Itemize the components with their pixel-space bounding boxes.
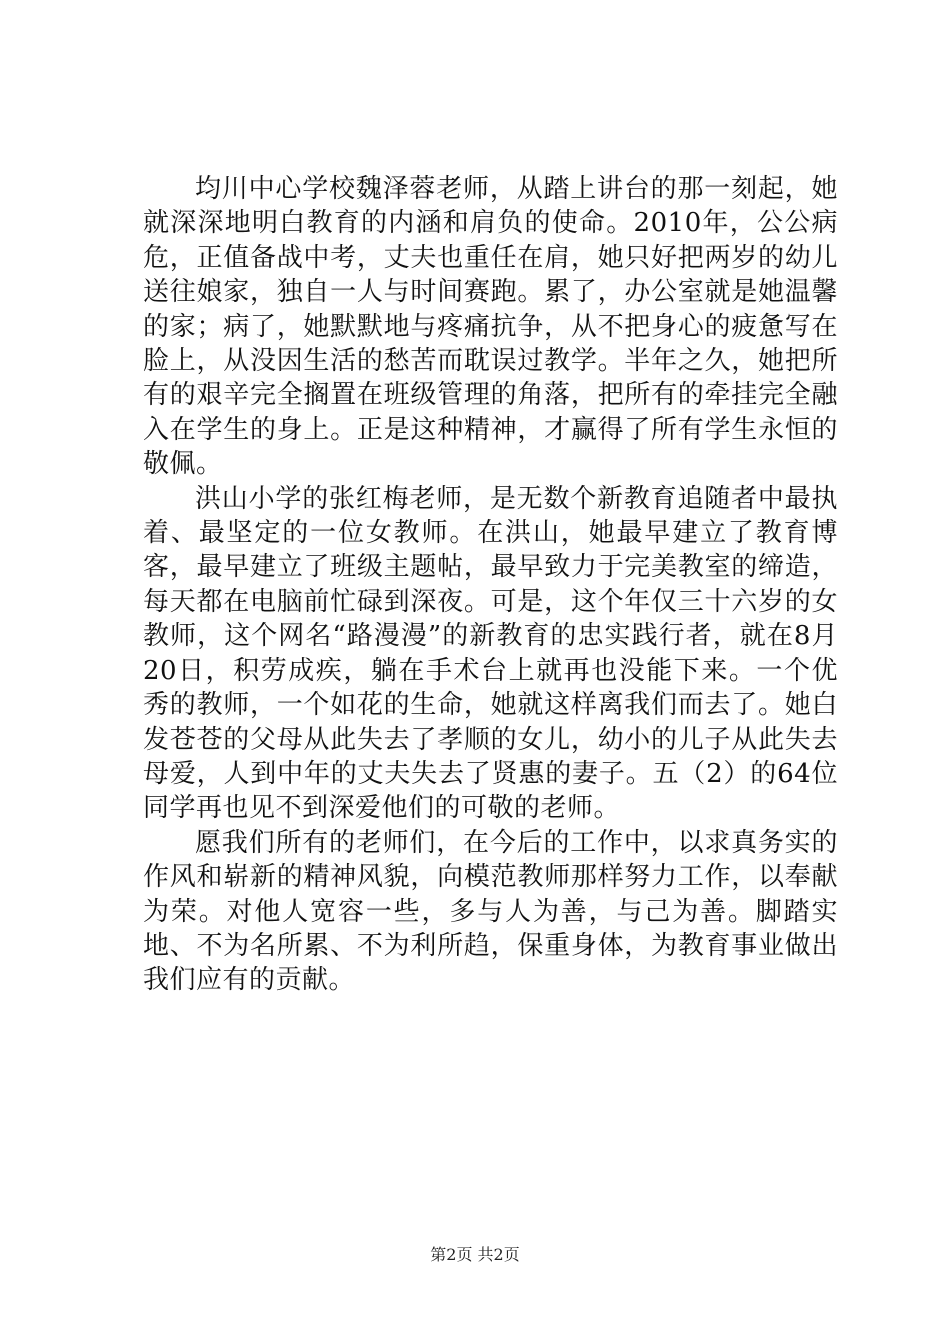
document-body xyxy=(143,172,838,998)
paragraph-zhang-hongmei: 洪山小学的张红梅老师，是无数个新教育追随者中最执着、最坚定的一位女教师。在洪山，她最早建立了教育博客，最早建立了班级主题帖，最早致力于完美教室的缔造，每天都在电脑前忙碌到深夜。可是，这个年仅三十六岁的女教师，这个网名“路漫漫”的新教育的忠实践行者，就在8月20日，积劳成疾，躺在手术台上就再也没能下来。一个优秀的教师，一个如花的生命，她就这样离我们而去了。她白发苍苍的父母从此失去了孝顺的女儿，幼小的儿子从此失去母爱，人到中年的丈夫失去了贤惠的妻子。五（2）的64位同学再也见不到深爱他们的可敬的老师。 xyxy=(143,483,838,824)
paragraph-closing-wish: 愿我们所有的老师们，在今后的工作中，以求真务实的作风和崭新的精神风貌，向模范教师那样努力工作，以奉献为荣。对他人宽容一些，多与人为善，与己为善。脚踏实地、不为名所累、不为利所趋，保重身体，为教育事业做出我们应有的贡献。 xyxy=(143,827,838,996)
page-footer: 第2页 共2页 xyxy=(430,1245,520,1264)
paragraph-wei-zerong: 均川中心学校魏泽蓉老师，从踏上讲台的那一刻起，她就深深地明白教育的内涵和肩负的使命。2010年，公公病危，正值备战中考，丈夫也重任在肩，她只好把两岁的幼儿送往娘家，独自一人与时间赛跑。累了，办公室就是她温馨的家；病了，她默默地与疼痛抗争，从不把身心的疲惫写在脸上，从没因生活的愁苦而耽误过教学。半年之久，她把所有的艰辛完全搁置在班级管理的角落，把所有的牵挂完全融入在学生的身上。正是这种精神，才赢得了所有学生永恒的敬佩。 xyxy=(143,174,838,480)
